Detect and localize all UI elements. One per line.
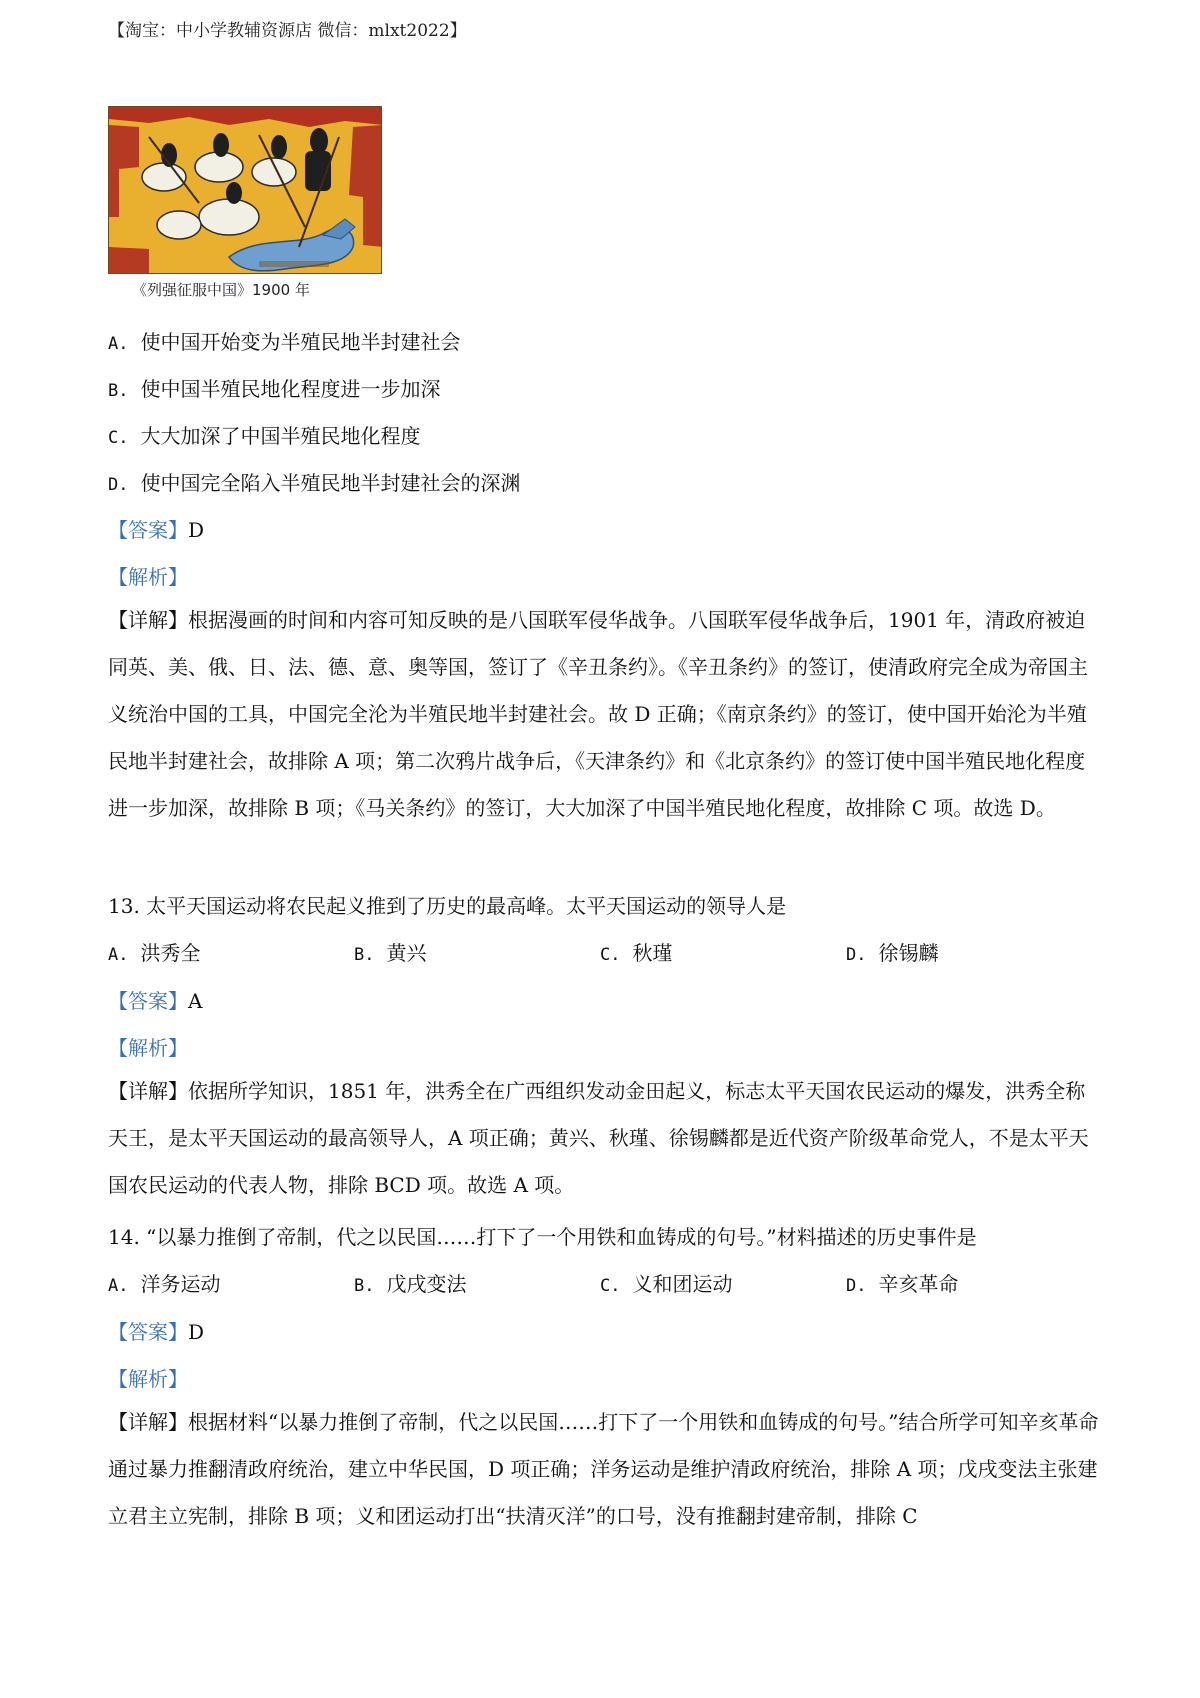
q12-option-b: B. 使中国半殖民地化程度进一步加深 (108, 377, 441, 401)
q13-option-c: C. 秋瑾 (600, 941, 673, 965)
q13-option-a: A. 洪秀全 (108, 941, 201, 965)
q14-analysis-heading: 【解析】 (108, 1367, 188, 1391)
q13-detail: 【详解】依据所学知识，1851 年，洪秀全在广西组织发动金田起义，标志太平天国农民运动的爆发，洪秀全称天王，是太平天国运动的最高领导人，A 项正确；黄兴、秋瑾、徐锡麟都是近代资产阶级革命党人，不是太平天国农民运动的代表人物，排除 BCD 项。故选 A 项。 (108, 1079, 1089, 1197)
q14-option-d: D. 辛亥革命 (846, 1272, 959, 1296)
q14-stem: 14. “以暴力推倒了帝制，代之以民国……打下了一个用铁和血铸成的句号。”材料描述的历史事件是 (108, 1225, 977, 1249)
q13-option-b: B. 黄兴 (354, 941, 427, 965)
q13-answer: 【答案】A (108, 989, 203, 1013)
figure-caption: 《列强征服中国》1900 年 (132, 281, 310, 299)
q13-analysis-heading: 【解析】 (108, 1036, 188, 1060)
q14-option-a: A. 洋务运动 (108, 1272, 221, 1296)
q12-option-c: C. 大大加深了中国半殖民地化程度 (108, 424, 421, 448)
q13-option-d: D. 徐锡麟 (846, 941, 939, 965)
q12-answer: 【答案】D (108, 518, 205, 542)
cartoon-image (108, 106, 382, 274)
page-header: 【淘宝：中小学教辅资源店 微信：mlxt2022】 (108, 21, 467, 41)
q14-answer: 【答案】D (108, 1320, 205, 1344)
q14-option-c: C. 义和团运动 (600, 1272, 733, 1296)
q13-stem: 13. 太平天国运动将农民起义推到了历史的最高峰。太平天国运动的领导人是 (108, 894, 787, 918)
q14-detail: 【详解】根据材料“以暴力推倒了帝制，代之以民国……打下了一个用铁和血铸成的句号。”结合所学可知辛亥革命通过暴力推翻清政府统治，建立中华民国，D 项正确；洋务运动是维护清政府统治，排除 A 项；戊戌变法主张建立君主立宪制，排除 B 项；义和团运动打出“扶清灭洋”的口号，没有推翻封建帝制，排除 C (108, 1410, 1099, 1528)
q12-analysis-heading: 【解析】 (108, 565, 188, 589)
q12-option-d: D. 使中国完全陷入半殖民地半封建社会的深渊 (108, 471, 521, 495)
q12-detail: 【详解】根据漫画的时间和内容可知反映的是八国联军侵华战争。八国联军侵华战争后，1901 年，清政府被迫同英、美、俄、日、法、德、意、奥等国，签订了《辛丑条约》。《辛丑条约》的签订，使清政府完全成为帝国主义统治中国的工具，中国完全沦为半殖民地半封建社会。故 D 正确；《南京条约》的签订，使中国开始沦为半殖民地半封建社会，故排除 A 项；第二次鸦片战争后，《天津条约》和《北京条约》的签订使中国半殖民地化程度进一步加深，故排除 B 项；《马关条约》的签订，大大加深了中国半殖民地化程度，故排除 C 项。故选 D。 (108, 608, 1088, 820)
q12-option-a: A. 使中国开始变为半殖民地半封建社会 (108, 330, 461, 354)
q14-option-b: B. 戊戌变法 (354, 1272, 467, 1296)
